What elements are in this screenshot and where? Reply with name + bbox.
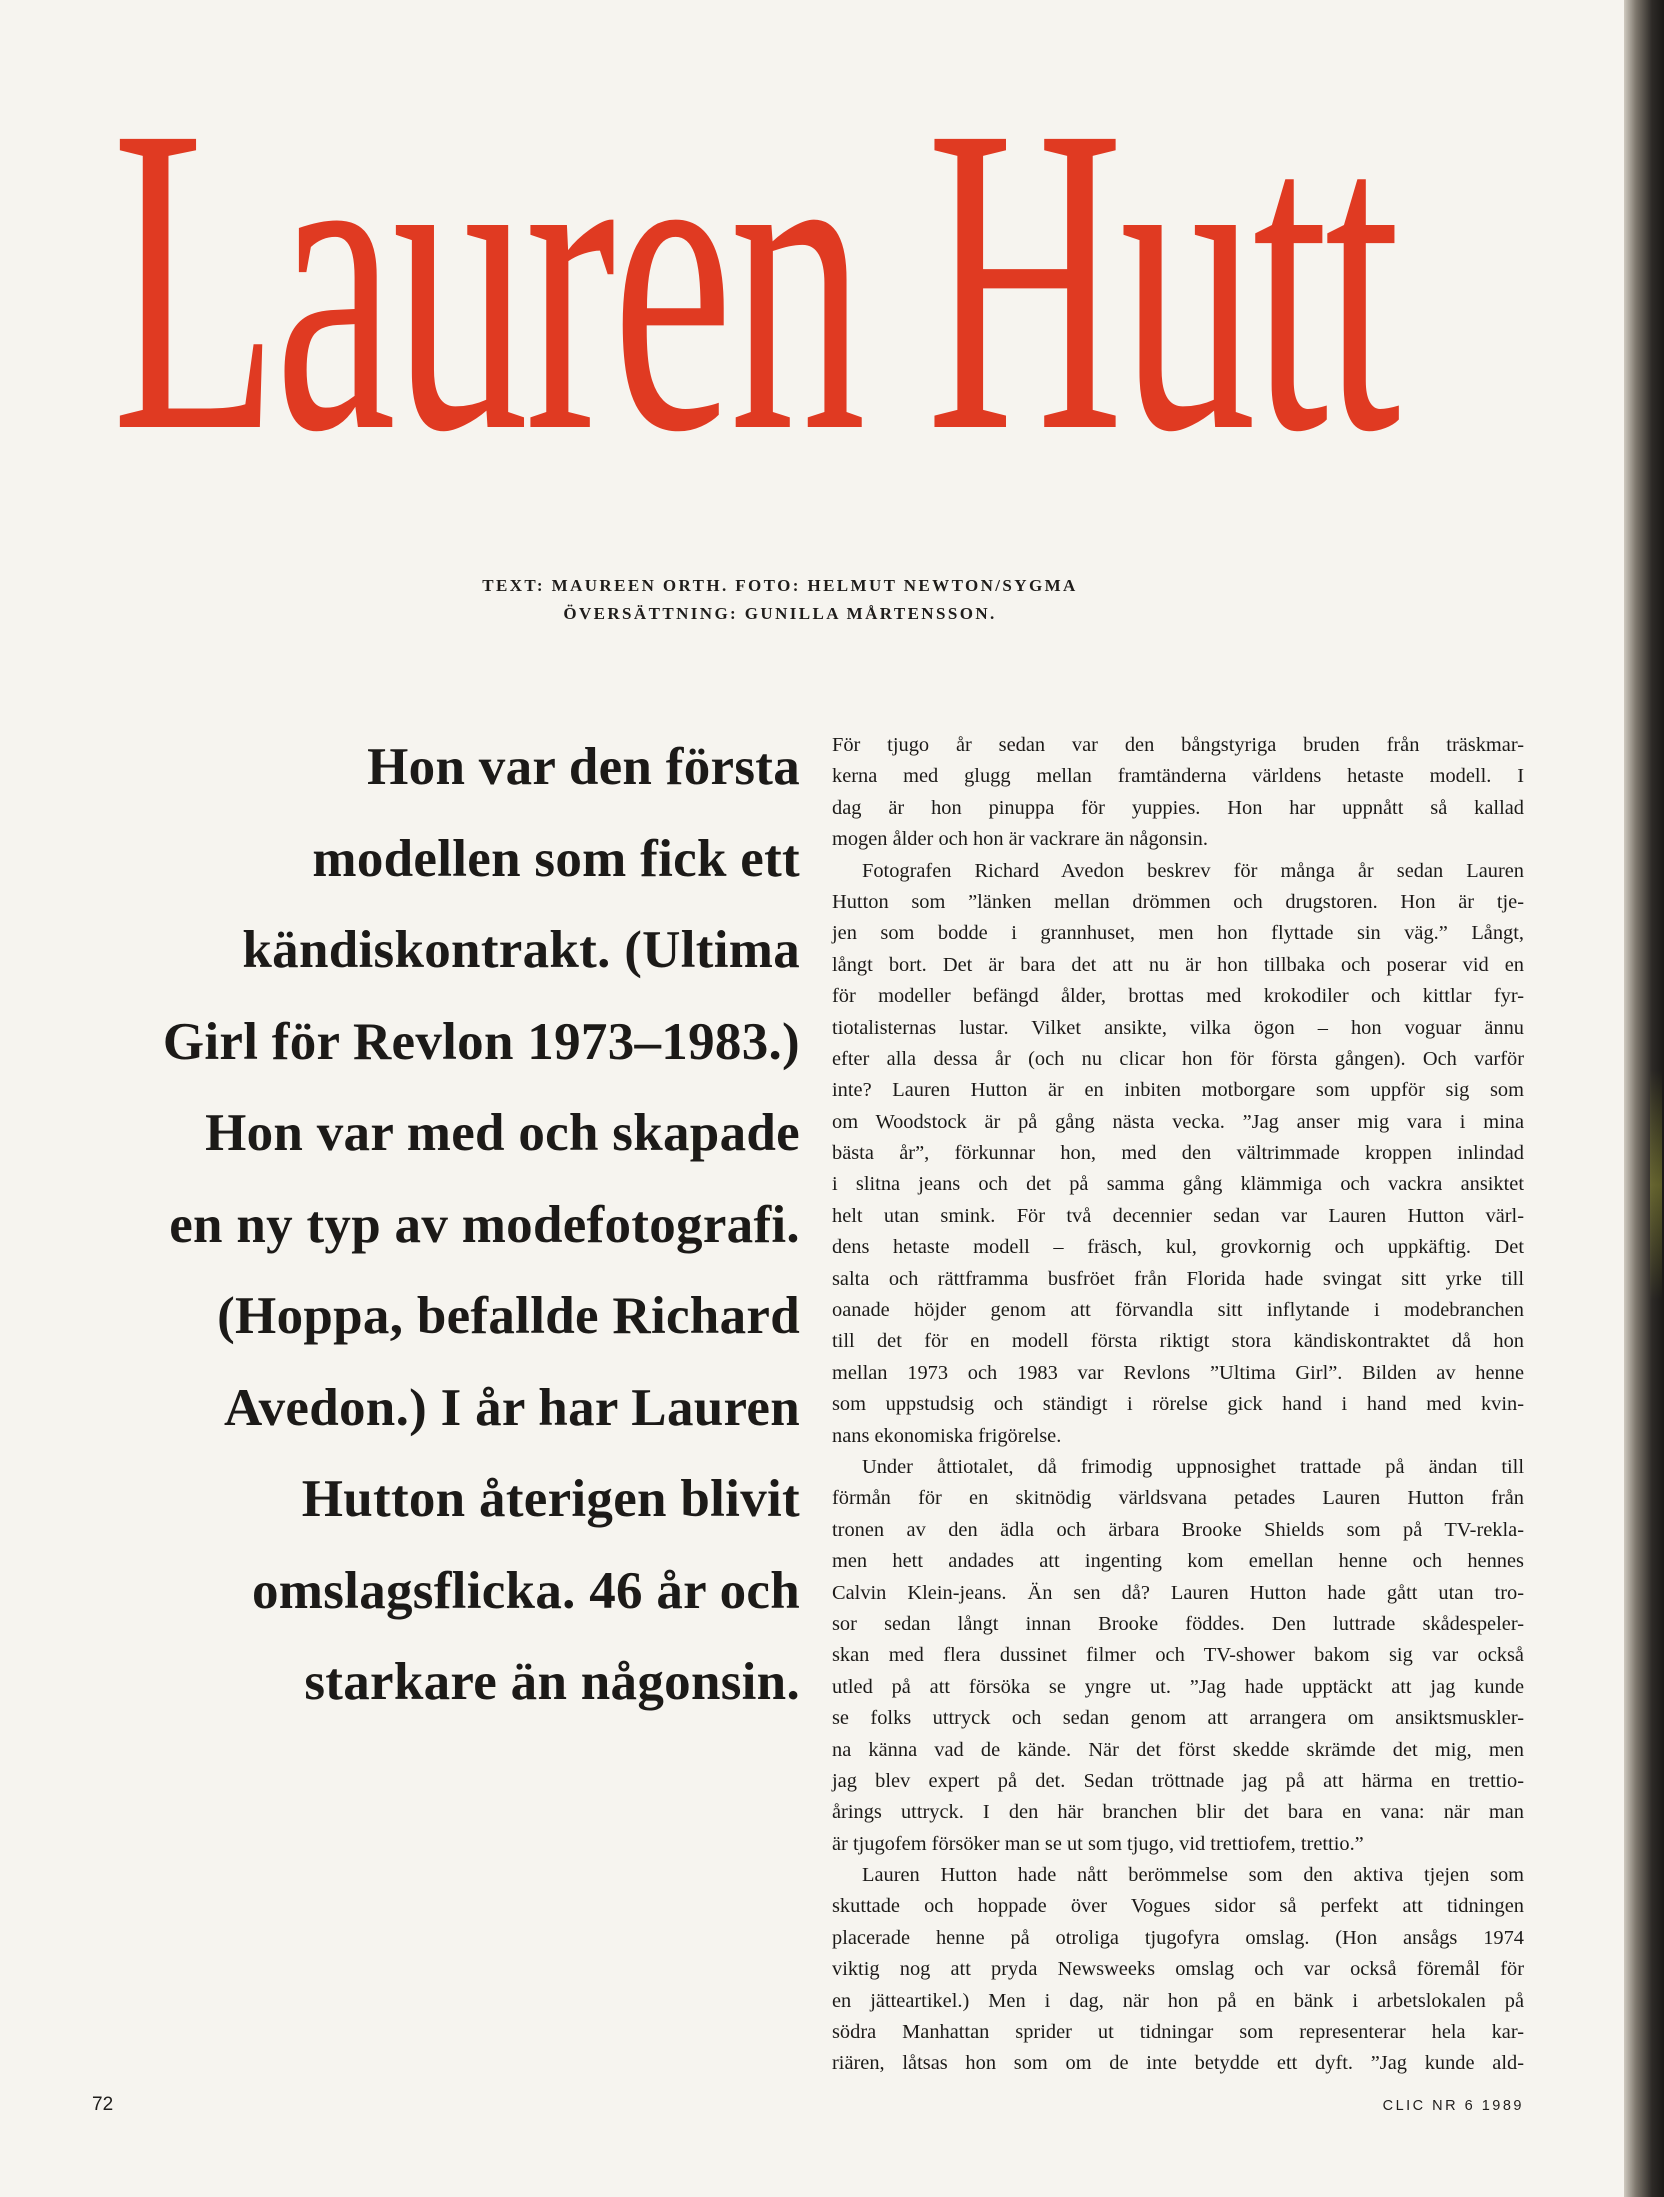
lede-line: starkare än någonsin. — [304, 1653, 800, 1711]
lede-line: kändiskontrakt. (Ultima — [242, 921, 800, 979]
page-number: 72 — [92, 2094, 114, 2115]
lede-line: Hon var med och skapade — [205, 1104, 800, 1162]
body-line: utled på att försöka se yngre ut. ”Jag hade upptäckt att jag kunde — [832, 1675, 1524, 1698]
body-line: mogen ålder och hon är vackrare än någonsin. — [832, 828, 1208, 851]
body-line: kerna med glugg mellan framtänderna världens hetaste modell. I — [832, 765, 1524, 788]
credits-line: TEXT: MAUREEN ORTH. FOTO: HELMUT NEWTON/SYGMA — [482, 576, 1078, 595]
title-area — [0, 60, 1624, 500]
lede-line: Hon var den första — [367, 738, 800, 796]
body-line: Fotografen Richard Avedon beskrev för många år sedan Lauren — [862, 859, 1524, 882]
body-line: efter alla dessa år (och nu clicar hon för första gången). Och varför — [832, 1047, 1524, 1070]
lede-paragraph — [80, 722, 800, 1729]
body-line: som uppstudsig och ständigt i rörelse gick hand i hand med kvin- — [832, 1393, 1524, 1416]
body-line: inte? Lauren Hutton är en inbiten motborgare som uppför sig som — [832, 1079, 1524, 1102]
lede-line: Avedon.) I år har Lauren — [223, 1378, 800, 1437]
lede-line: modellen som fick ett — [312, 829, 800, 888]
issue-label: CLIC NR 6 1989 — [1382, 2098, 1524, 2114]
body-line: Hutton som ”länken mellan drömmen och drugstoren. Hon är tje- — [832, 890, 1524, 913]
body-line: jen som bodde i grannhuset, men hon flyttade sin väg.” Långt, — [832, 922, 1524, 945]
lede-line: Hutton återigen blivit — [301, 1470, 800, 1528]
body-line: oanade höjder genom att förvandla sitt inflytande i modebranchen — [832, 1299, 1524, 1322]
binding-edge-highlight — [1650, 1070, 1662, 1300]
body-line: riären, låtsas hon som om de inte betydde ett dyft. ”Jag kunde ald- — [832, 2052, 1524, 2075]
body-line: i slitna jeans och det på samma gång klämmiga och vackra ansiktet — [832, 1173, 1524, 1196]
lede-line: en ny typ av modefotografi. — [169, 1195, 800, 1254]
body-line: tronen av den ädla och ärbara Brooke Shields som på TV-rekla- — [832, 1518, 1524, 1541]
body-line: Calvin Klein-jeans. Än sen då? Lauren Hutton hade gått utan tro- — [832, 1581, 1524, 1604]
body-line: bästa år”, förkunnar hon, med den vältrimmade kroppen inlindad — [832, 1142, 1524, 1165]
body-line: dag är hon pinuppa för yuppies. Hon har uppnått så kallad — [832, 796, 1524, 819]
credits-line: ÖVERSÄTTNING: GUNILLA MÅRTENSSON. — [563, 604, 997, 623]
body-line: årings uttryck. I den här branchen blir det bara en vana: när man — [832, 1801, 1524, 1824]
body-line: förmån för en skitnödig världsvana petades Lauren Hutton från — [832, 1487, 1524, 1510]
body-text-column — [832, 730, 1524, 2080]
body-line: för modeller befängd ålder, brottas med krokodiler och kittlar fyr- — [832, 985, 1524, 1008]
article-title: Lauren Hutt — [112, 60, 1397, 500]
body-line: Lauren Hutton hade nått berömmelse som den aktiva tjejen som — [862, 1864, 1524, 1887]
lede-line: (Hoppa, befallde Richard — [217, 1287, 800, 1345]
body-line: dens hetaste modell – fräsch, kul, grovkornig och uppkäftig. Det — [832, 1236, 1524, 1259]
body-line: till det för en modell första riktigt stora kändiskontraktet då hon — [832, 1330, 1524, 1353]
body-line: För tjugo år sedan var den bångstyriga bruden från träskmar- — [832, 734, 1524, 756]
body-line: salta och rättframma busfröet från Florida hade svingat sitt yrke till — [832, 1267, 1524, 1290]
body-line: jag blev expert på det. Sedan tröttnade jag på att härma en trettio- — [832, 1769, 1524, 1792]
body-line: placerade henne på otroliga tjugofyra omslag. (Hon ansågs 1974 — [832, 1926, 1524, 1949]
body-line: helt utan smink. För två decennier sedan var Lauren Hutton värl- — [832, 1204, 1524, 1227]
lede-line: Girl för Revlon 1973–1983.) — [162, 1012, 800, 1071]
body-line: nans ekonomiska frigörelse. — [832, 1424, 1062, 1447]
body-line: om Woodstock är på gång nästa vecka. ”Jag anser mig vara i mina — [832, 1110, 1524, 1133]
body-line: na känna vad de kände. När det först skedde skrämde det mig, men — [832, 1738, 1524, 1761]
body-line: mellan 1973 och 1983 var Revlons ”Ultima Girl”. Bilden av henne — [832, 1361, 1524, 1384]
body-line: se folks uttryck och sedan genom att arrangera om ansiktsmuskler- — [832, 1707, 1524, 1730]
body-line: sor sedan långt innan Brooke föddes. Den luttrade skådespeler- — [832, 1612, 1524, 1635]
lede-line: omslagsflicka. 46 år och — [252, 1561, 800, 1620]
body-line: Under åttiotalet, då frimodig uppnosighet trattade på ändan till — [862, 1455, 1524, 1478]
body-line: skuttade och hoppade över Vogues sidor så perfekt att tidningen — [832, 1895, 1524, 1918]
body-line: är tjugofem försöker man se ut som tjugo, vid trettiofem, trettio.” — [832, 1832, 1364, 1855]
body-line: södra Manhattan sprider ut tidningar som representerar hela kar- — [832, 2021, 1524, 2044]
body-line: men hett andades att ingenting kom emellan henne och hennes — [832, 1550, 1524, 1573]
body-line: en jätteartikel.) Men i dag, när hon på en bänk i arbetslokalen på — [832, 1989, 1524, 2012]
body-line: viktig nog att pryda Newsweeks omslag och var också föremål för — [832, 1958, 1524, 1981]
body-line: skan med flera dussinet filmer och TV-shower bakom sig var också — [832, 1644, 1524, 1667]
credits-block — [300, 572, 1260, 628]
body-line: tiotalisternas lustar. Vilket ansikte, vilka ögon – hon voguar ännu — [832, 1016, 1524, 1039]
body-line: långt bort. Det är bara det att nu är hon tillbaka och poserar vid en — [832, 953, 1524, 976]
